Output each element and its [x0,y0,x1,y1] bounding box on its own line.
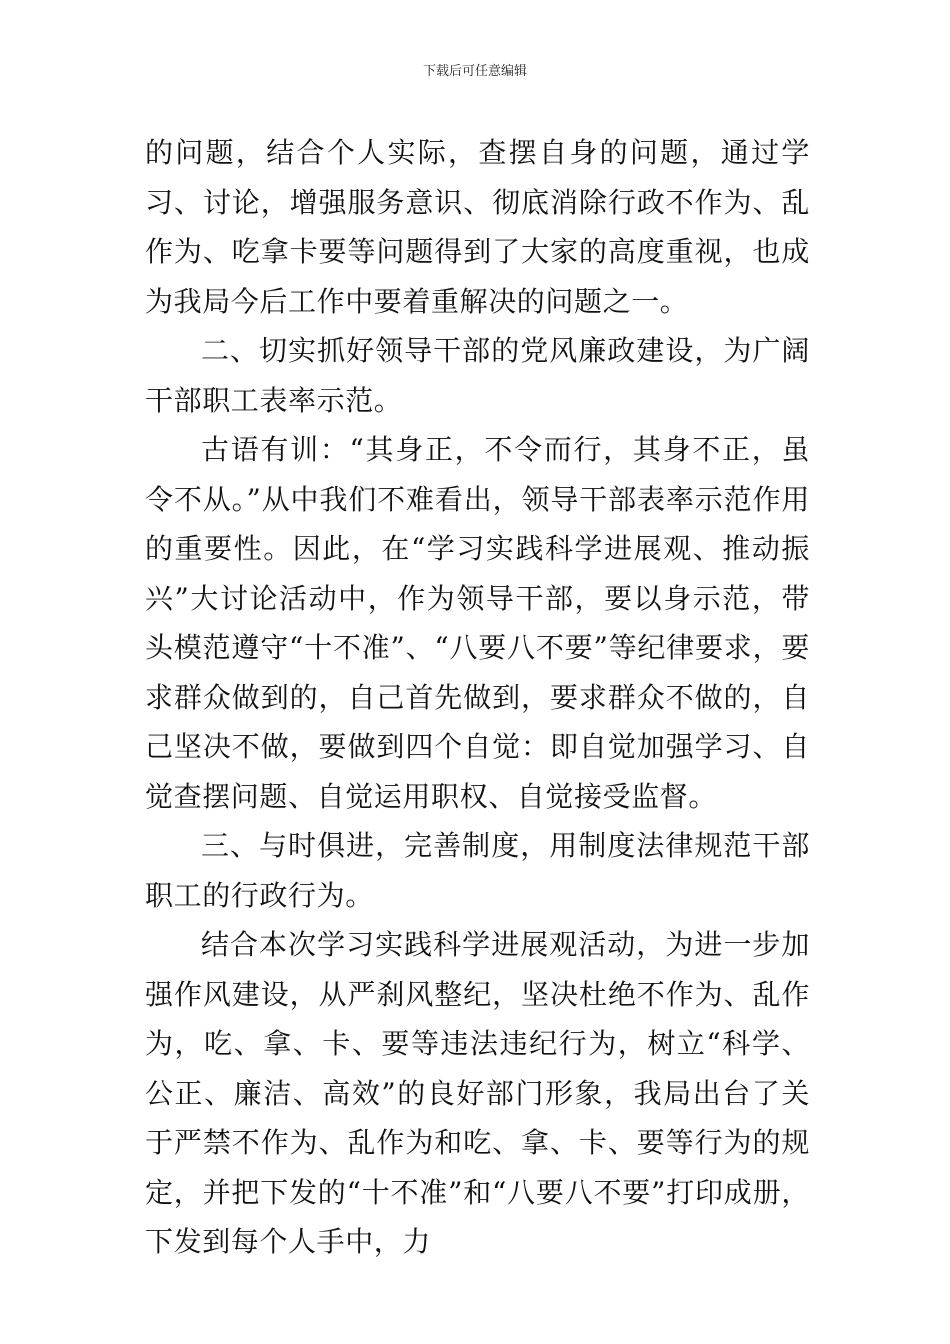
paragraph-heading-two: 二、切实抓好领导干部的党风廉政建设，为广阔干部职工表率示范。 [145,334,810,417]
paragraph-heading-three: 三、与时俱进，完善制度，用制度法律规范干部职工的行政行为。 [145,829,810,912]
paragraph-regulations: 结合本次学习实践科学进展观活动，为进一步加强作风建设，从严刹风整纪，坚决杜绝不作为、乱作为，吃、拿、卡、要等违法违纪行为，树立“科学、公正、廉洁、高效”的良好部门形象，我局出台了关于严禁不作为、乱作为和吃、拿、卡、要等行为的规定，并把下发的“十不准”和“八要八不要”打印成册，下发到每个人手中，力 [145,928,810,1258]
paragraph-ancient-saying: 古语有训：“其身正，不令而行，其身不正，虽令不从。”从中我们不难看出，领导干部表率示范作用的重要性。因此，在“学习实践科学进展观、推动振兴”大讨论活动中，作为领导干部，要以身示范，带头模范遵守“十不准”、“八要八不要”等纪律要求，要求群众做到的，自己首先做到，要求群众不做的，自己坚决不做，要做到四个自觉：即自觉加强学习、自觉查摆问题、自觉运用职权、自觉接受监督。 [145,433,810,813]
paragraph-continued: 的问题，结合个人实际，查摆自身的问题，通过学习、讨论，增强服务意识、彻底消除行政不作为、乱作为、吃拿卡要等问题得到了大家的高度重视，也成为我局今后工作中要着重解决的问题之一。 [145,136,810,318]
document-body [145,128,810,1267]
page-header-note: 下载后可任意编辑 [422,64,527,79]
